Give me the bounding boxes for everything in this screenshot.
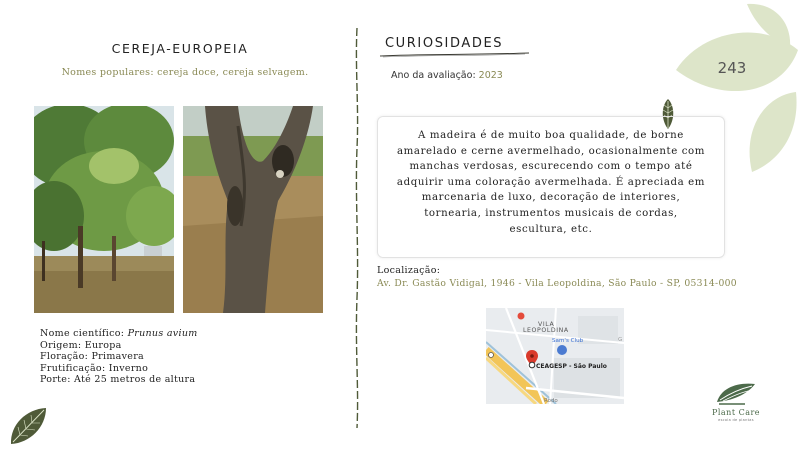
location-label: Localização:	[377, 265, 441, 276]
page-divider	[353, 28, 361, 428]
location-address[interactable]: Av. Dr. Gastão Vidigal, 1946 - Vila Leopoldina, São Paulo - SP, 05314-000	[377, 278, 737, 289]
evaluation-year: Ano da avaliação: 2023	[391, 70, 503, 81]
map-edge-letter: G	[618, 337, 623, 343]
curiosities-card: A madeira é de muito boa qualidade, de borne amarelado e cerne avermelhado, ocasionalmente com manchas verdosas, escurecendo com o tempo até adquirir uma coloração avermelhada. É apreciada em marcenaria de luxo, decoração de interiores, tornearia, instrumentos musicais de cordas, escultura, etc.	[377, 116, 725, 258]
map-place-label: CEAGESP - São Paulo	[536, 363, 607, 370]
map-district-line2: LEOPOLDINA	[523, 327, 569, 334]
map-road-label: Rodo	[544, 398, 558, 404]
fact-flowering: Floração: Primavera	[40, 351, 145, 363]
location-map[interactable]	[486, 308, 624, 404]
title-underline	[379, 52, 531, 58]
leaf-icon-bottom-left	[8, 405, 48, 447]
curiosities-title: CURIOSIDADES	[385, 36, 504, 51]
map-district-line1: VILA	[538, 321, 555, 328]
fact-size: Porte: Até 25 metros de altura	[40, 374, 196, 386]
brand-subtitle: escola de plantas	[718, 418, 754, 422]
tree-photo	[34, 106, 174, 313]
brand-name: Plant Care	[711, 408, 761, 417]
page-number: 243	[717, 59, 747, 77]
popular-names: Nomes populares: cereja doce, cereja selvagem.	[61, 67, 309, 78]
fact-fruiting: Frutificação: Inverno	[40, 362, 149, 374]
species-facts	[40, 328, 198, 386]
trunk-photo	[183, 106, 323, 313]
species-title: CEREJA-EUROPEIA	[111, 41, 249, 56]
plant-care-logo-icon	[715, 380, 757, 406]
fact-origin: Origem: Europa	[40, 339, 122, 351]
fact-scientific-name: Nome científico: Prunus avium	[40, 328, 198, 339]
map-store-label: Sam's Club	[552, 338, 584, 344]
